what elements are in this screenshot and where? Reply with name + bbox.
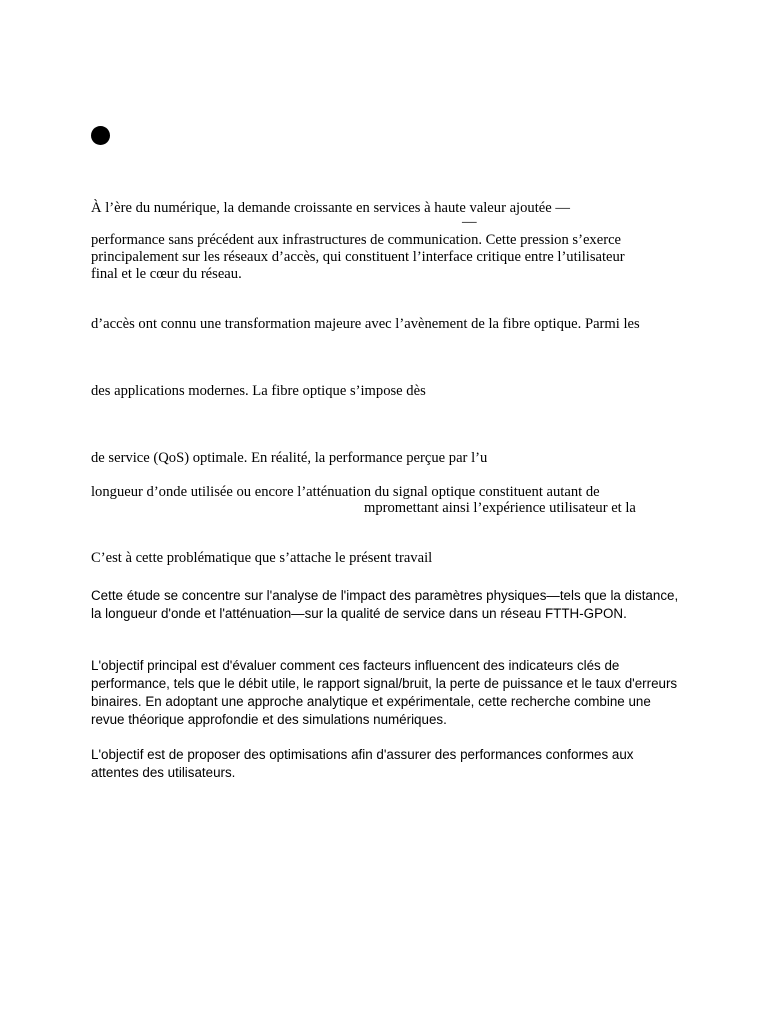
intro-line-2: performance sans précédent aux infrastructures de communication. Cette pression s’exerce [91, 232, 622, 248]
paragraph-text: L'objectif est de proposer des optimisations afin d'assurer des performances conformes aux attentes des utilisateurs. [91, 747, 634, 780]
em-dash-fragment: — [462, 214, 477, 230]
intro-line-4: final et le cœur du réseau. [91, 266, 242, 282]
qos-line: de service (QoS) optimale. En réalité, la performance perçue par l’u [91, 450, 488, 466]
applications-line: des applications modernes. La fibre optique s’impose dès [91, 383, 426, 399]
optimization-paragraph [91, 746, 681, 782]
bullet-icon [91, 126, 110, 145]
study-scope-paragraph [91, 587, 681, 623]
paragraph-text: L'objectif principal est d'évaluer comment ces facteurs influencent des indicateurs clés de performance, tels que le débit utile, le rapport signal/bruit, la perte de puissance et le taux d'erreurs binaires. En adoptant une approche analytique et expérimentale, cette recherche combine une revue théorique approfondie et des simulations numériques. [91, 658, 678, 727]
access-network-line: d’accès ont connu une transformation majeure avec l’avènement de la fibre optique. Parmi les [91, 316, 640, 332]
paragraph-text: Cette étude se concentre sur l'analyse de l'impact des paramètres physiques—tels que la distance, la longueur d'onde et l'atténuation—sur la qualité de service dans un réseau FTTH-GPON. [91, 588, 679, 621]
compromise-line: mpromettant ainsi l’expérience utilisateur et la [364, 500, 636, 516]
objective-paragraph [91, 657, 681, 729]
intro-line-3: principalement sur les réseaux d’accès, qui constituent l’interface critique entre l’utilisateur [91, 249, 625, 265]
intro-line-1: À l’ère du numérique, la demande croissante en services à haute valeur ajoutée — [91, 200, 570, 216]
problem-statement-line: C’est à cette problématique que s’attache le présent travail [91, 550, 433, 566]
wavelength-line: longueur d’onde utilisée ou encore l’atténuation du signal optique constituent autant de [91, 484, 600, 500]
